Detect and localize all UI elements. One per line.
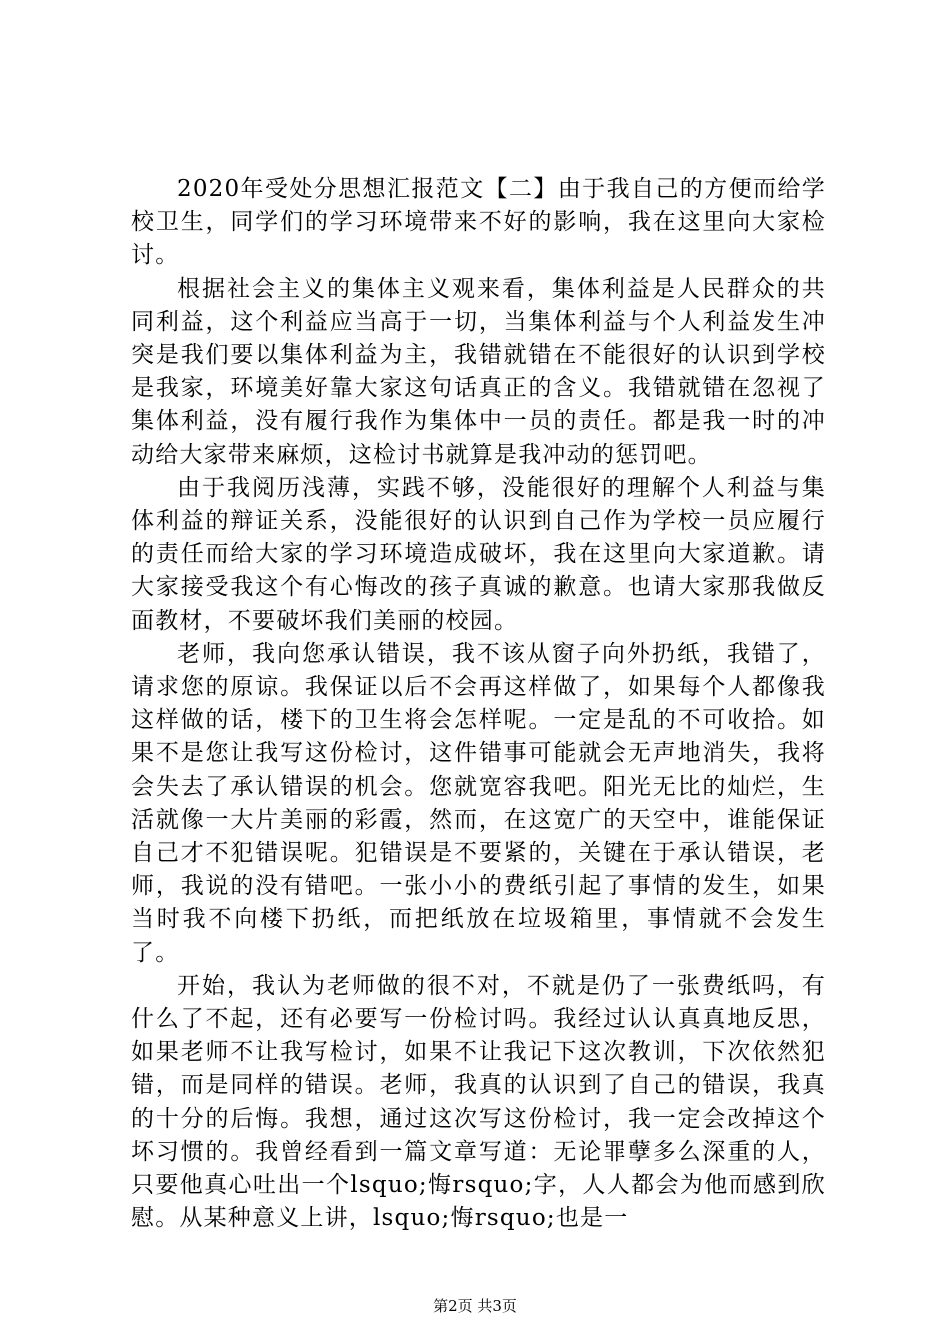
paragraph-5: 开始，我认为老师做的很不对，不就是仍了一张费纸吗，有什么了不起，还有必要写一份检讨吗。我经过认认真真地反思，如果老师不让我写检讨，如果不让我记下这次教训，下次依然犯错，而是同样的错误。老师，我真的认识到了自己的错误，我真的十分的后悔。我想，通过这次写这份检讨，我一定会改掉这个坏习惯的。我曾经看到一篇文章写道：无论罪孽多么深重的人，只要他真心吐出一个lsquo;悔rsquo;字，人人都会为他而感到欣慰。从某种意义上讲，lsquo;悔rsquo;也是一 [131,972,826,1232]
paragraph-3: 由于我阅历浅薄，实践不够，没能很好的理解个人利益与集体利益的辩证关系，没能很好的认识到自己作为学校一员应履行的责任而给大家的学习环境造成破坏，我在这里向大家道歉。请大家接受我这个有心悔改的孩子真诚的歉意。也请大家那我做反面教材，不要破坏我们美丽的校园。 [131,474,826,634]
paragraph-4: 老师，我向您承认错误，我不该从窗子向外扔纸，我错了，请求您的原谅。我保证以后不会再这样做了，如果每个人都像我这样做的话，楼下的卫生将会怎样呢。一定是乱的不可收拾。如果不是您让我写这份检讨，这件错事可能就会无声地消失，我将会失去了承认错误的机会。您就宽容我吧。阳光无比的灿烂，生活就像一大片美丽的彩霞，然而，在这宽广的天空中，谁能保证自己才不犯错误呢。犯错误是不要紧的，关键在于承认错误，老师，我说的没有错吧。一张小小的费纸引起了事情的发生，如果当时我不向楼下扔纸，而把纸放在垃圾箱里，事情就不会发生了。 [131,640,826,966]
page-footer: 第2页 共3页 [433,1297,517,1315]
paragraph-2: 根据社会主义的集体主义观来看，集体利益是人民群众的共同利益，这个利益应当高于一切，当集体利益与个人利益发生冲突是我们要以集体利益为主，我错就错在不能很好的认识到学校是我家，环境美好靠大家这句话真正的含义。我错就错在忽视了集体利益，没有履行我作为集体中一员的责任。都是我一时的冲动给大家带来麻烦，这检讨书就算是我冲动的惩罚吧。 [131,275,826,468]
document-body [131,173,826,1236]
paragraph-1: 2020年受处分思想汇报范文【二】由于我自己的方便而给学校卫生，同学们的学习环境带来不好的影响，我在这里向大家检讨。 [131,176,826,269]
